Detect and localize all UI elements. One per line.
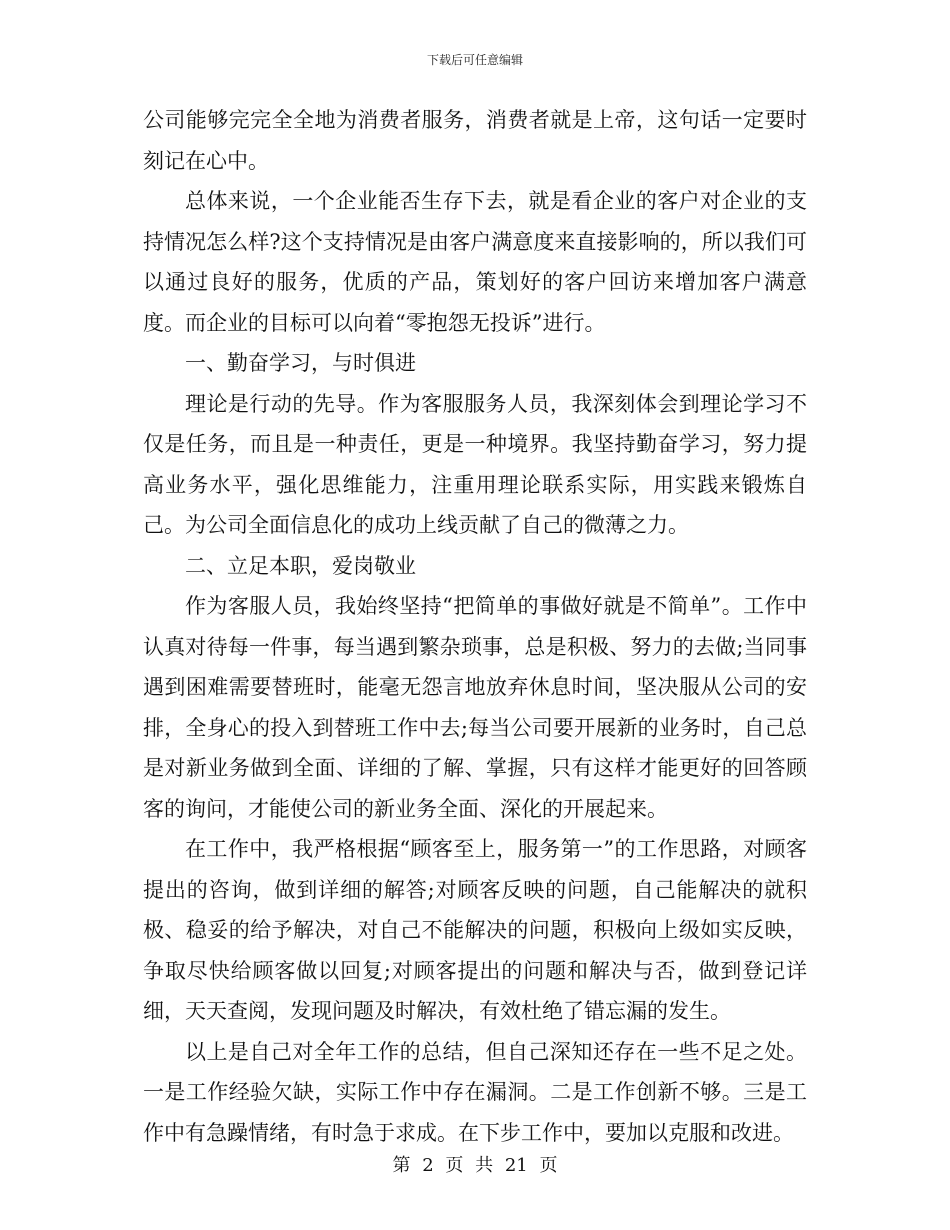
- paragraph-5: 在工作中，我严格根据“顾客至上，服务第一”的工作思路，对顾客提出的咨询，做到详细的解答;对顾客反映的问题，自己能解决的就积极、稳妥的给予解决，对自己不能解决的问题，积极向上级如实反映，争取尽快给顾客做以回复;对顾客提出的问题和解决与否，做到登记详细，天天查阅，发现问题及时解决，有效杜绝了错忘漏的发生。: [143, 837, 807, 1023]
- paragraph-3: 理论是行动的先导。作为客服服务人员，我深刻体会到理论学习不仅是任务，而且是一种责任，更是一种境界。我坚持勤奋学习，努力提高业务水平，强化思维能力，注重用理论联系实际，用实践来锻炼自己。为公司全面信息化的成功上线贡献了自己的微薄之力。: [143, 391, 807, 537]
- page-header: 下载后可任意编辑: [426, 53, 523, 67]
- paragraph-1: 公司能够完完全全地为消费者服务，消费者就是上帝，这句话一定要时刻记在心中。: [143, 108, 807, 173]
- paragraph-2: 总体来说，一个企业能否生存下去，就是看企业的客户对企业的支持情况怎么样?这个支持情况是由客户满意度来直接影响的，所以我们可以通过良好的服务，优质的产品，策划好的客户回访来增加客户满意度。而企业的目标可以向着“零抱怨无投诉”进行。: [143, 189, 807, 335]
- section-heading-1: 一、勤奋学习，与时俱进: [185, 351, 416, 375]
- paragraph-6: 以上是自己对全年工作的总结，但自己深知还存在一些不足之处。一是工作经验欠缺，实际工作中存在漏洞。二是工作创新不够。三是工作中有急躁情绪，有时急于求成。在下步工作中，要加以克服和改进。: [143, 1039, 807, 1145]
- section-heading-2: 二、立足本职，爱岗敬业: [185, 553, 416, 578]
- paragraph-4: 作为客服人员，我始终坚持“把简单的事做好就是不简单”。工作中认真对待每一件事，每当遇到繁杂琐事，总是积极、努力的去做;当同事遇到困难需要替班时，能毫无怨言地放弃休息时间，坚决服从公司的安排，全身心的投入到替班工作中去;每当公司要开展新的业务时，自己总是对新业务做到全面、详细的了解、掌握，只有这样才能更好的回答顾客的询问，才能使公司的新业务全面、深化的开展起来。: [143, 594, 807, 821]
- page-number-footer: 第 2 页 共 21 页: [392, 1155, 558, 1176]
- document-body: [143, 100, 807, 1153]
